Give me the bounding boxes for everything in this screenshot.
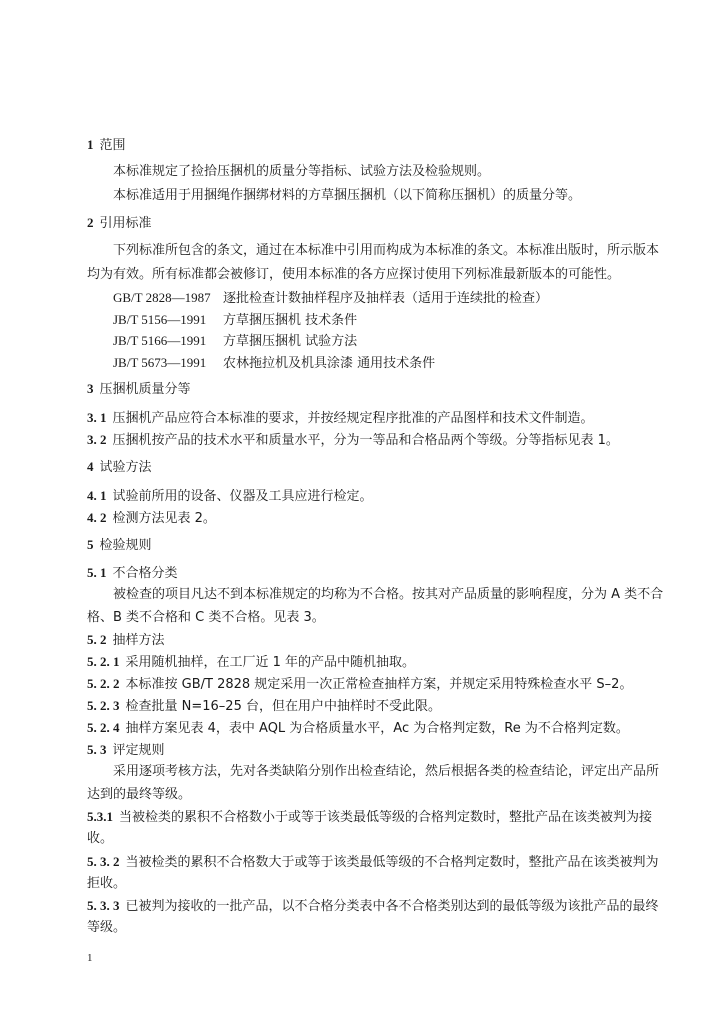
section-number: 3 — [87, 381, 94, 396]
section-title: 检验规则 — [99, 538, 152, 553]
clause-title: 抽样方法 — [112, 633, 165, 648]
section-1-heading — [87, 136, 126, 155]
clause-number: 3. 2 — [87, 432, 107, 447]
clause-number: 5. 3. 3 — [87, 898, 120, 913]
clause-5-3-3 — [87, 897, 659, 916]
clause-number: 4. 2 — [87, 510, 107, 525]
clause-text: 检测方法见表 2。 — [112, 511, 216, 526]
clause-title: 不合格分类 — [112, 566, 178, 581]
clause-4-1 — [87, 487, 373, 506]
reference-item — [113, 289, 548, 308]
clause-text: 当被检类的累积不合格数小于或等于该类最低等级的合格判定数时，整批产品在该类被判为接 — [119, 810, 653, 825]
clause-number: 4. 1 — [87, 488, 107, 503]
reference-title: 农林拖拉机及机具涂漆 通用技术条件 — [223, 356, 436, 371]
section-title: 试验方法 — [99, 460, 152, 475]
clause-number: 3. 1 — [87, 410, 107, 425]
clause-5-2-1 — [87, 653, 415, 672]
reference-title: 逐批检查计数抽样程序及抽样表（适用于连续批的检查） — [223, 291, 549, 306]
section-2-heading — [87, 214, 152, 233]
clause-text: 本标准按 GB/T 2828 规定采用一次正常检查抽样方案，并规定采用特殊检查水平 S–2。 — [125, 677, 633, 692]
section-title: 压捆机质量分等 — [99, 382, 191, 397]
section-title: 范围 — [99, 138, 126, 153]
reference-title: 方草捆压捆机 技术条件 — [223, 313, 358, 328]
reference-title: 方草捆压捆机 试验方法 — [223, 334, 358, 349]
clause-text: 当被检类的累积不合格数大于或等于该类最低等级的不合格判定数时，整批产品在该类被判为 — [125, 855, 659, 870]
clause-number: 5. 2. 4 — [87, 720, 120, 735]
section-number: 4 — [87, 459, 94, 474]
paragraph: 被检查的项目凡达不到本标准规定的均称为不合格。按其对产品质量的影响程度，分为 A 类不合 — [113, 587, 664, 602]
clause-5-2-3 — [87, 697, 441, 716]
clause-5-3-1 — [87, 808, 652, 827]
section-number: 2 — [87, 215, 94, 230]
clause-5-3-2 — [87, 853, 659, 872]
reference-code: GB/T 2828—1987 — [113, 290, 211, 305]
clause-text: 采用随机抽样，在工厂近 1 年的产品中随机抽取。 — [125, 655, 416, 670]
clause-5-3 — [87, 741, 165, 760]
section-5-heading — [87, 536, 152, 555]
reference-item — [113, 311, 357, 330]
clause-5-2-2 — [87, 675, 632, 694]
paragraph: 本标准规定了捡拾压捆机的质量分等指标、试验方法及检验规则。 — [113, 164, 491, 179]
clause-text: 压捆机产品应符合本标准的要求，并按经规定程序批准的产品图样和技术文件制造。 — [112, 411, 594, 426]
clause-5-2-4 — [87, 719, 629, 738]
section-title: 引用标准 — [99, 216, 152, 231]
clause-number: 5. 2. 3 — [87, 698, 120, 713]
section-number: 1 — [87, 137, 94, 152]
clause-4-2 — [87, 509, 216, 528]
clause-number: 5. 2. 2 — [87, 676, 120, 691]
clause-5-3-1-cont: 收。 — [87, 831, 114, 846]
clause-number: 5. 2. 1 — [87, 654, 120, 669]
clause-text: 检查批量 N=16–25 台，但在用户中抽样时不受此限。 — [125, 699, 441, 714]
clause-5-3-3-cont: 等级。 — [87, 920, 127, 935]
reference-code: JB/T 5156—1991 — [113, 312, 207, 327]
reference-code: JB/T 5166—1991 — [113, 333, 207, 348]
clause-3-2 — [87, 431, 619, 450]
section-4-heading — [87, 458, 152, 477]
paragraph: 本标准适用于用捆绳作捆绑材料的方草捆压捆机（以下简称压捆机）的质量分等。 — [113, 188, 582, 203]
reference-item — [113, 354, 435, 373]
section-3-heading — [87, 380, 191, 399]
clause-number: 5. 3. 2 — [87, 854, 120, 869]
clause-text: 压捆机按产品的技术水平和质量水平，分为一等品和合格品两个等级。分等指标见表 1。 — [112, 433, 619, 448]
page-number: 1 — [87, 952, 93, 964]
reference-code: JB/T 5673—1991 — [113, 355, 207, 370]
paragraph: 采用逐项考核方法，先对各类缺陷分别作出检查结论，然后根据各类的检查结论，评定出产品所 — [113, 764, 660, 779]
paragraph: 均为有效。所有标准都会被修订，使用本标准的各方应探讨使用下列标准最新版本的可能性。 — [87, 267, 621, 282]
clause-5-1 — [87, 564, 178, 583]
clause-text: 试验前所用的设备、仪器及工具应进行检定。 — [112, 489, 373, 504]
clause-text: 已被判为接收的一批产品，以不合格分类表中各不合格类别达到的最低等级为该批产品的最终 — [125, 899, 659, 914]
clause-title: 评定规则 — [112, 743, 165, 758]
reference-item — [113, 332, 357, 351]
clause-number: 5.3.1 — [87, 809, 113, 824]
clause-text: 抽样方案见表 4，表中 AQL 为合格质量水平，Ac 为合格判定数，Re 为不合格判定数。 — [125, 721, 629, 736]
clause-5-2 — [87, 631, 165, 650]
section-number: 5 — [87, 537, 94, 552]
paragraph: 下列标准所包含的条文，通过在本标准中引用而构成为本标准的条文。本标准出版时，所示版本 — [113, 243, 660, 258]
clause-5-3-2-cont: 拒收。 — [87, 876, 127, 891]
clause-number: 5. 1 — [87, 565, 107, 580]
paragraph: 达到的最终等级。 — [87, 787, 192, 802]
clause-3-1 — [87, 409, 594, 428]
paragraph: 格、B 类不合格和 C 类不合格。见表 3。 — [87, 610, 325, 625]
clause-number: 5. 2 — [87, 632, 107, 647]
clause-number: 5. 3 — [87, 742, 107, 757]
